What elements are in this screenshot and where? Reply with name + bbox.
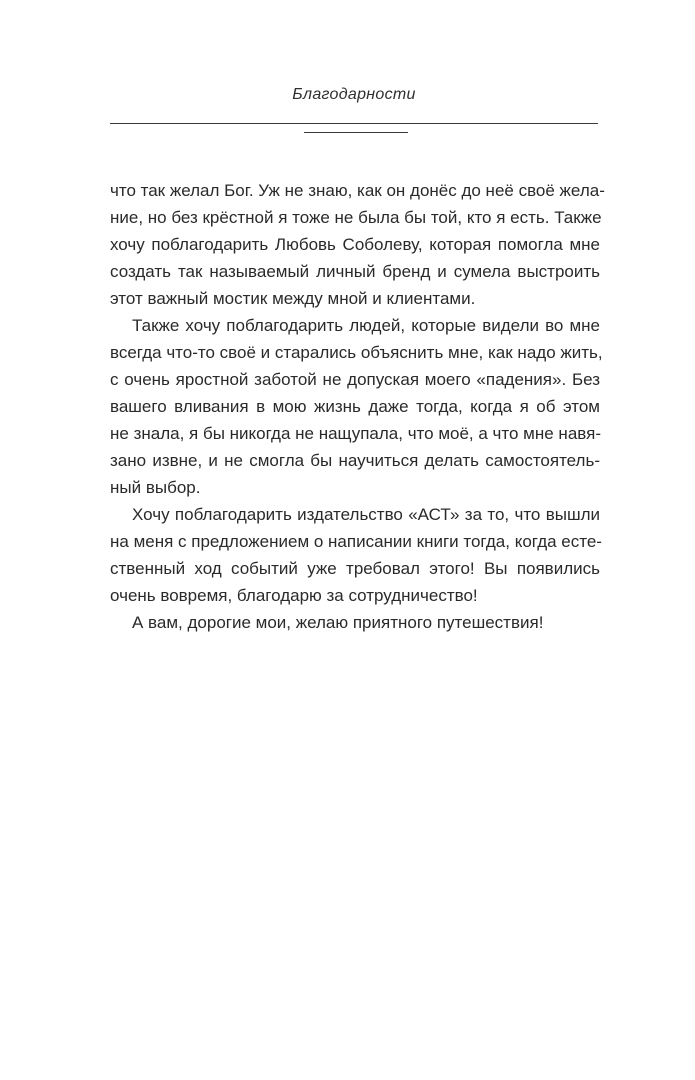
text-line: на меня с предложением о написании книги тогда, когда есте-	[110, 532, 602, 551]
text-line: всегда что-то своё и старались объяснить мне, как надо жить,	[110, 343, 603, 362]
body-text	[110, 177, 605, 636]
text-line: вашего вливания в мою жизнь даже тогда, когда я об этом	[110, 397, 600, 416]
text-line: с очень яростной заботой не допуская моего «падения». Без	[110, 370, 600, 389]
text-line: очень вовремя, благодарю за сотрудничество!	[110, 586, 478, 605]
header-rule-long	[110, 123, 598, 124]
text-line: что так желал Бог. Уж не знаю, как он донёс до неё своё жела-	[110, 181, 605, 200]
running-head: Благодарности	[292, 86, 416, 103]
text-line: ный выбор.	[110, 478, 201, 497]
text-line: зано извне, и не смогла бы научиться делать самостоятель-	[110, 451, 600, 470]
text-line: Хочу поблагодарить издательство «АСТ» за то, что вышли	[132, 505, 600, 524]
header-rule-short	[304, 132, 408, 133]
text-line: не знала, я бы никогда не нащупала, что моё, а что мне навя-	[110, 424, 601, 443]
text-line: этот важный мостик между мной и клиентами.	[110, 289, 476, 308]
text-line: А вам, дорогие мои, желаю приятного путешествия!	[132, 613, 544, 632]
text-line: ственный ход событий уже требовал этого! Вы появились	[110, 559, 600, 578]
text-line: ние, но без крёстной я тоже не была бы той, кто я есть. Также	[110, 208, 602, 227]
text-line: хочу поблагодарить Любовь Соболеву, которая помогла мне	[110, 235, 600, 254]
text-line: Также хочу поблагодарить людей, которые видели во мне	[132, 316, 600, 335]
text-line: создать так называемый личный бренд и сумела выстроить	[110, 262, 600, 281]
